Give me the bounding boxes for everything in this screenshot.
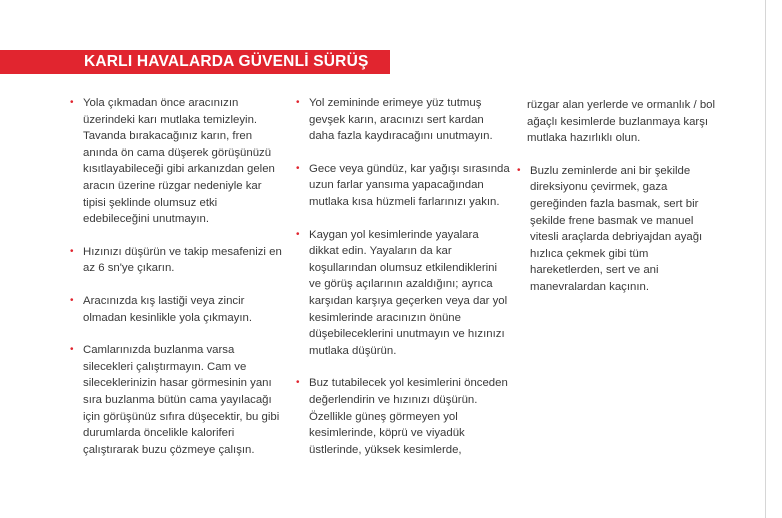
bullet-item [296, 375, 510, 458]
continued-paragraph: rüzgar alan yerlerde ve ormanlık / bol ağaçlı kesimlerde buzlanmaya karşı mutlaka hazırlıklı olun. [527, 99, 716, 145]
bullet-text: Camlarınızda buzlanma varsa silecekleri çalıştırmayın. Cam ve sileceklerinizin hasar görmesinin yanı sıra buzlanma bütün cama yayılacağı için görüşünüz sıfıra düşecektir, bu gibi durumlarda öncelikle kaloriferi çalıştırarak buzu çözmeye çalışın. [83, 344, 280, 456]
page-fold-line [765, 0, 766, 518]
bullet-icon: • [296, 162, 300, 174]
bullet-item [296, 161, 510, 211]
text-column-2 [296, 95, 510, 474]
bullet-icon: • [296, 228, 300, 240]
bullet-icon: • [70, 344, 74, 356]
bullet-text: Gece veya gündüz, kar yağışı sırasında uzun farlar yansıma yapacağından mutlaka kısa hüzmeli farlarınızı yakın. [309, 162, 510, 208]
bullet-text: Buzlu zeminlerde ani bir şekilde direksiyonu çevirmek, gaza gereğinden fazla basmak, sert bir şekilde frene basmak ve manuel vitesli araçlarda debriyajdan ayağı hızlıca çekmek gibi tüm hareketlerden, sert ve ani manevralardan kaçının. [530, 164, 703, 293]
page-title: KARLI HAVALARDA GÜVENLİ SÜRÜŞ [84, 53, 369, 70]
bullet-item [70, 293, 282, 326]
bullet-icon: • [296, 97, 300, 108]
bullet-icon: • [70, 97, 74, 108]
bullet-text: Aracınızda kış lastiği veya zincir olmadan kesinlikle yola çıkmayın. [83, 294, 253, 324]
bullet-text: Buz tutabilecek yol kesimlerini önceden değerlendirin ve hızınızı düşürün. Özellikle güneş görmeyen yol kesimlerinde, köprü ve viyadük üstlerinde, yüksek kesimlerde, [309, 377, 508, 456]
bullet-text: Hızınızı düşürün ve takip mesafenizi en az 6 sn'ye çıkarın. [83, 245, 282, 275]
bullet-item [517, 163, 723, 296]
bullet-item [296, 227, 510, 360]
text-column-3 [517, 97, 723, 312]
bullet-text: Yol zemininde erimeye yüz tutmuş gevşek karın, aracınızı sert kardan daha fazla kaydıracağını unutmayın. [309, 97, 493, 143]
bullet-item [70, 244, 282, 277]
bullet-item [70, 95, 282, 228]
title-banner [0, 50, 390, 74]
bullet-icon: • [70, 294, 74, 306]
text-column-1 [70, 95, 282, 474]
bullet-item [296, 95, 510, 145]
bullet-item [70, 342, 282, 458]
bullet-icon: • [517, 164, 521, 176]
bullet-text: Yola çıkmadan önce aracınızın üzerindeki karı mutlaka temizleyin. Tavanda bırakacağınız karın, fren anında ön cama düşerek görüşünüzü kısıtlayabileceği gibi arkanızdan gelen aracın üzerine rüzgar nedeniyle kar tipisi şeklinde olumsuz etki edebileceğini unutmayın. [83, 97, 275, 226]
bullet-text: Kaygan yol kesimlerinde yayalara dikkat edin. Yayaların da kar koşullarından olumsuz etkilendiklerini ve görüş açılarının azaldığını; ayrıca karşıdan karşıya geçerken veya dar yol kesimlerinde aracınızın önüne düşebileceklerini unutmayın ve hızınızı mutlaka düşürün. [309, 228, 508, 357]
bullet-icon: • [296, 377, 300, 389]
bullet-icon: • [70, 245, 74, 257]
